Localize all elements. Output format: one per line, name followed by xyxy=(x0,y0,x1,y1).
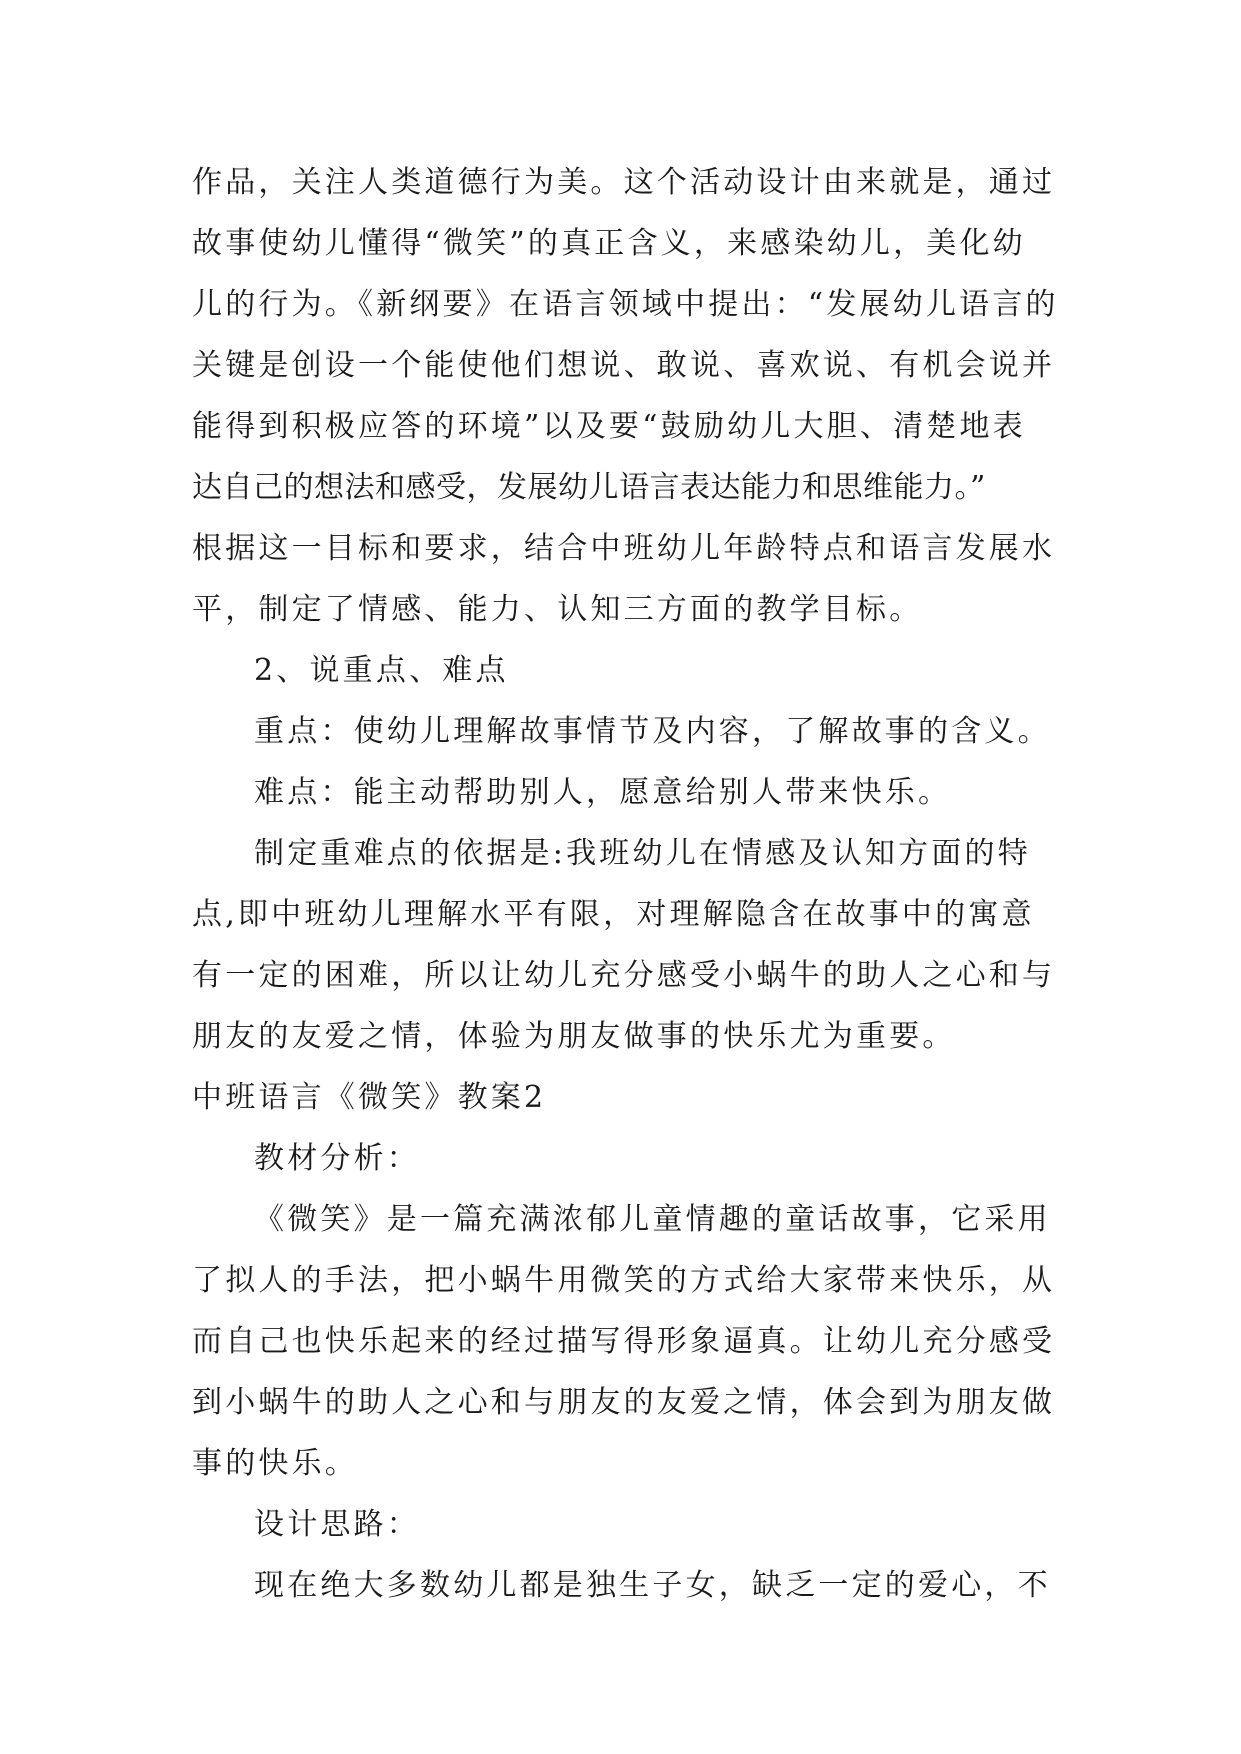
paragraph-line: 儿的行为。《新纲要》在语言领域中提出：“发展幼儿语言的 xyxy=(192,287,1059,322)
paragraph-line: 有一定的困难，所以让幼儿充分感受小蜗牛的助人之心和与 xyxy=(192,958,1056,993)
lesson-plan-title: 中班语言《微笑》教案2 xyxy=(192,1080,547,1115)
paragraph-line: 关键是创设一个能使他们想说、敢说、喜欢说、有机会说并 xyxy=(192,348,1056,383)
paragraph-line: 平，制定了情感、能力、认知三方面的教学目标。 xyxy=(192,592,923,627)
paragraph-line: 《微笑》是一篇充满浓郁儿童情趣的童话故事，它采用 xyxy=(254,1202,1051,1237)
paragraph-line: 故事使幼儿懂得“微笑”的真正含义，来感染幼儿，美化幼 xyxy=(192,226,1026,261)
document-body xyxy=(192,152,1059,1616)
key-point-line: 重点：使幼儿理解故事情节及内容，了解故事的含义。 xyxy=(254,714,1051,749)
paragraph-line: 根据这一目标和要求，结合中班幼儿年龄特点和语言发展水 xyxy=(192,531,1056,566)
section-heading: 教材分析： xyxy=(254,1141,420,1176)
paragraph-line: 朋友的友爱之情，体验为朋友做事的快乐尤为重要。 xyxy=(192,1019,956,1054)
paragraph-line: 作品，关注人类道德行为美。这个活动设计由来就是，通过 xyxy=(192,165,1056,200)
paragraph-line: 了拟人的手法，把小蜗牛用微笑的方式给大家带来快乐，从 xyxy=(192,1263,1056,1298)
paragraph-line: 到小蜗牛的助人之心和与朋友的友爱之情，体会到为朋友做 xyxy=(192,1385,1056,1420)
paragraph-line: 而自己也快乐起来的经过描写得形象逼真。让幼儿充分感受 xyxy=(192,1324,1056,1359)
section-heading: 设计思路： xyxy=(254,1507,420,1542)
paragraph-line: 点,即中班幼儿理解水平有限，对理解隐含在故事中的寓意 xyxy=(192,897,1035,932)
paragraph-line: 达自己的想法和感受，发展幼儿语言表达能力和思维能力。” xyxy=(192,470,986,505)
paragraph-line: 能得到积极应答的环境”以及要“鼓励幼儿大胆、清楚地表 xyxy=(192,409,1026,444)
paragraph-line: 现在绝大多数幼儿都是独生子女，缺乏一定的爱心，不 xyxy=(254,1568,1051,1603)
paragraph-line: 制定重难点的依据是:我班幼儿在情感及认知方面的特 xyxy=(254,836,1031,871)
paragraph-line: 事的快乐。 xyxy=(192,1446,358,1481)
difficulty-line: 难点：能主动帮助别人，愿意给别人带来快乐。 xyxy=(254,775,952,810)
section-heading: 2、说重点、难点 xyxy=(254,653,509,688)
